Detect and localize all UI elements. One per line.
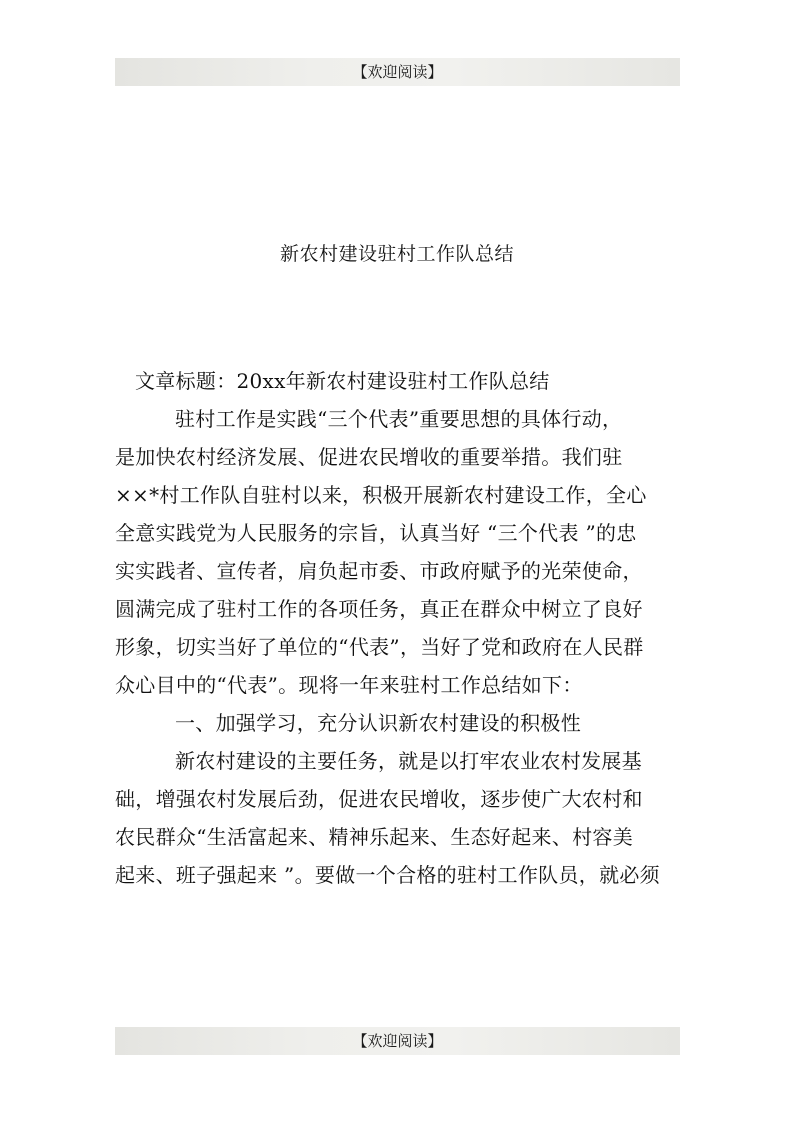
paragraph-line: 形象，切实当好了单位的“代表”，当好了党和政府在人民群 [115,635,644,659]
article-subject-line: 文章标题：20xx年新农村建设驻村工作队总结 [135,369,550,393]
section-heading: 一、加强学习，充分认识新农村建设的积极性 [175,711,581,735]
paragraph-line: 实实践者、宣传者，肩负起市委、市政府赋予的光荣使命， [115,559,643,583]
paragraph-line: 全意实践党为人民服务的宗旨，认真当好 “三个代表 ”的忠 [115,521,637,545]
header-banner [115,58,680,86]
document-body [115,362,680,894]
paragraph-line: 础，增强农村发展后劲，促进农民增收，逐步使广大农村和 [115,787,643,811]
paragraph-line: 起来、班子强起来 ”。要做一个合格的驻村工作队员，就必须 [115,863,660,887]
footer-banner [115,1027,680,1055]
paragraph-line: 圆满完成了驻村工作的各项任务，真正在群众中树立了良好 [115,597,643,621]
footer-banner-text: 【欢迎阅读】 [352,1032,443,1050]
paragraph-line: 众心目中的“代表”。现将一年来驻村工作总结如下： [115,673,583,697]
paragraph-line: 农民群众“生活富起来、精神乐起来、生态好起来、村容美 [115,825,634,849]
paragraph-line: 驻村工作是实践“三个代表”重要思想的具体行动， [175,407,623,431]
document-title: 新农村建设驻村工作队总结 [279,243,514,265]
paragraph-line: 新农村建设的主要任务，就是以打牢农业农村发展基 [175,749,642,773]
paragraph-line: 是加快农村经济发展、促进农民增收的重要举措。我们驻 [115,445,623,469]
paragraph-line: ××*村工作队自驻村以来，积极开展新农村建设工作，全心 [115,483,647,507]
header-banner-text: 【欢迎阅读】 [352,63,443,81]
